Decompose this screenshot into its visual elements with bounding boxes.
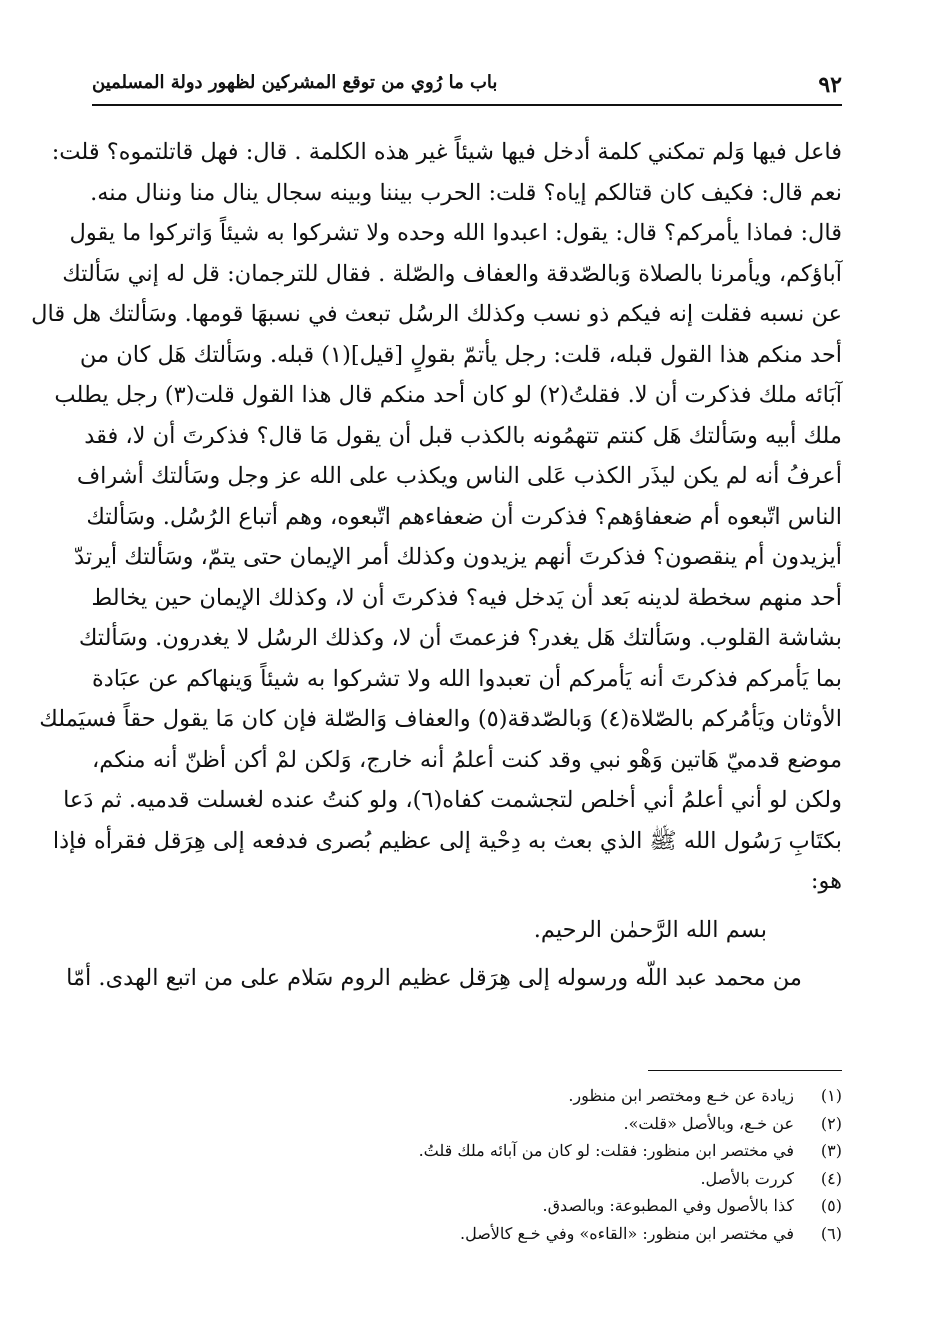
- text-line: الأوثان ويَأمُركم بالصّلاة(٤) وَبالصّدقة(٥) والعفاف وَالصّلة فإن كان مَا يقول حقاً فسيَملك: [39, 706, 842, 732]
- text-line: بشاشة القلوب. وسَألتك هَل يغدر؟ فزعمتَ أن لا، وكذلك الرسُل لا يغدرون. وسَألتك: [78, 625, 842, 651]
- footnote: [92, 1165, 842, 1193]
- basmala: بسم الله الرَّحمٰن الرحيم.: [533, 916, 767, 943]
- footnote: [92, 1137, 842, 1165]
- text-line: أحد منكم هذا القول قبله، قلت: رجل يأتمّ بقولٍ [قيل](١) قبله. وسَألتك هَل كان من: [79, 341, 842, 368]
- text-line: بما يَأمركم فذكرتَ أنه يَأمركم أن تعبدوا الله ولا تشركوا به شيئاً وَينهاكم عن عبَادة: [92, 665, 842, 692]
- footnote-number: (٤): [820, 1168, 842, 1188]
- footnote-number: (١): [820, 1086, 842, 1105]
- page-number: ٩٢: [818, 72, 842, 98]
- letter-opening: من محمد عبد اللّه ورسوله إلى هِرَقل عظيم الروم سَلام على من اتبع الهدى. أمّا: [66, 965, 802, 991]
- page-header: [92, 62, 842, 102]
- text-line: آبَائه ملك فذكرت أن لا. فقلتُ(٢) لو كان أحد منكم قال هذا القول قلت(٣) رجل يطلب: [54, 382, 842, 408]
- main-text: [31, 132, 842, 999]
- header-rule: [92, 104, 842, 106]
- footnote-text: في مختصر ابن منظور: «القاءه» وفي خـع كالأصل.: [460, 1223, 794, 1243]
- footnote: [92, 1220, 842, 1248]
- footnote-text: زيادة عن خـع ومختصر ابن منظور.: [568, 1086, 794, 1105]
- footnote-text: كذا بالأصول وفي المطبوعة: وبالصدق.: [542, 1196, 794, 1215]
- text-line: الناس اتّبعوه أم ضعفاؤهم؟ فذكرت أن ضعفاءهم اتّبعوه، وهم أتباع الرُسُل. وسَألتك: [86, 503, 842, 530]
- footnote-number: (٢): [820, 1113, 842, 1133]
- footnote-number: (٥): [820, 1196, 842, 1215]
- footnote-number: (٣): [820, 1141, 842, 1160]
- text-line: بكتَابِ رَسُول الله ﷺ الذي بعث به دِحْية إلى عظيم بُصرى فدفعه إلى هِرَقل فقرأه فإذا: [52, 827, 842, 854]
- text-line: هو:: [810, 868, 842, 894]
- text-line: عن نسبه فقلت إنه فيكم ذو نسب وكذلك الرسُل تبعث في نسبهَا قومها. وسَألتك هل قال: [31, 301, 842, 327]
- footnote-number: (٦): [820, 1223, 842, 1243]
- text-line: نعم قال: فكيف كان قتالكم إياه؟ قلت: الحرب بيننا وبينه سجال ينال منا وننال منه.: [90, 179, 842, 206]
- footnote-text: في مختصر ابن منظور: فقلت: لو كان من آبائه ملك قلتُ.: [418, 1141, 794, 1160]
- text-line: أحد منهم سخطة لدينه بَعد أن يَدخل فيه؟ فذكرتَ أن لا، وكذلك الإيمان حين يخالط: [91, 584, 842, 611]
- text-line: قال: فماذا يأمركم؟ قال: يقول: اعبدوا الله وحده ولا تشركوا به شيئاً وَاتركوا ما يقول: [69, 220, 842, 246]
- text-line: فاعل فيها وَلم تمكني كلمة أدخل فيها شيئاً غير هذه الكلمة . قال: فهل قاتلتموه؟ قلت:: [51, 139, 842, 165]
- footnote: [92, 1192, 842, 1220]
- text-line: أعرفُ أنه لم يكن ليذَر الكذب عَلى الناس ويكذب على الله عز وجل وسَألتك أشراف: [76, 463, 842, 489]
- text-line: آباؤكم، ويأمرنا بالصلاة وَبالصّدقة والعفاف والصّلة . فقال للترجمان: قل له إني سَألتك: [62, 260, 842, 287]
- footnote: [92, 1082, 842, 1110]
- footnote-rule: [648, 1070, 842, 1071]
- running-title: باب ما رُوي من توقع المشركين لظهور دولة المسلمين: [92, 72, 498, 93]
- text-line: ملك أبيه وسَألتك هَل كنتم تتهمُونه بالكذب قبل أن يقول مَا قال؟ فذكرتَ أن لا، فقد: [84, 422, 842, 449]
- footnotes: [92, 1082, 842, 1247]
- footnote-text: كررت بالأصل.: [700, 1168, 794, 1188]
- text-line: أيزيدون أم ينقصون؟ فذكرتَ أنهم يزيدون وكذلك أمر الإيمان حتى يتمّ، وسَألتك أيرتدّ: [74, 544, 842, 570]
- footnote: [92, 1110, 842, 1138]
- text-line: ولكن لو أني أعلمُ أني أخلص لتجشمت كفاه(٦)، ولو كنتُ عنده لغسلت قدميه. ثم دَعا: [63, 787, 842, 813]
- text-line: موضع قدميّ هَاتين وَهْو نبي وقد كنت أعلمُ أنه خارج، وَلكن لمْ أكن أظنّ أنه منكم،: [92, 746, 842, 773]
- footnote-text: عن خـع، وبالأصل «قلت».: [623, 1113, 794, 1133]
